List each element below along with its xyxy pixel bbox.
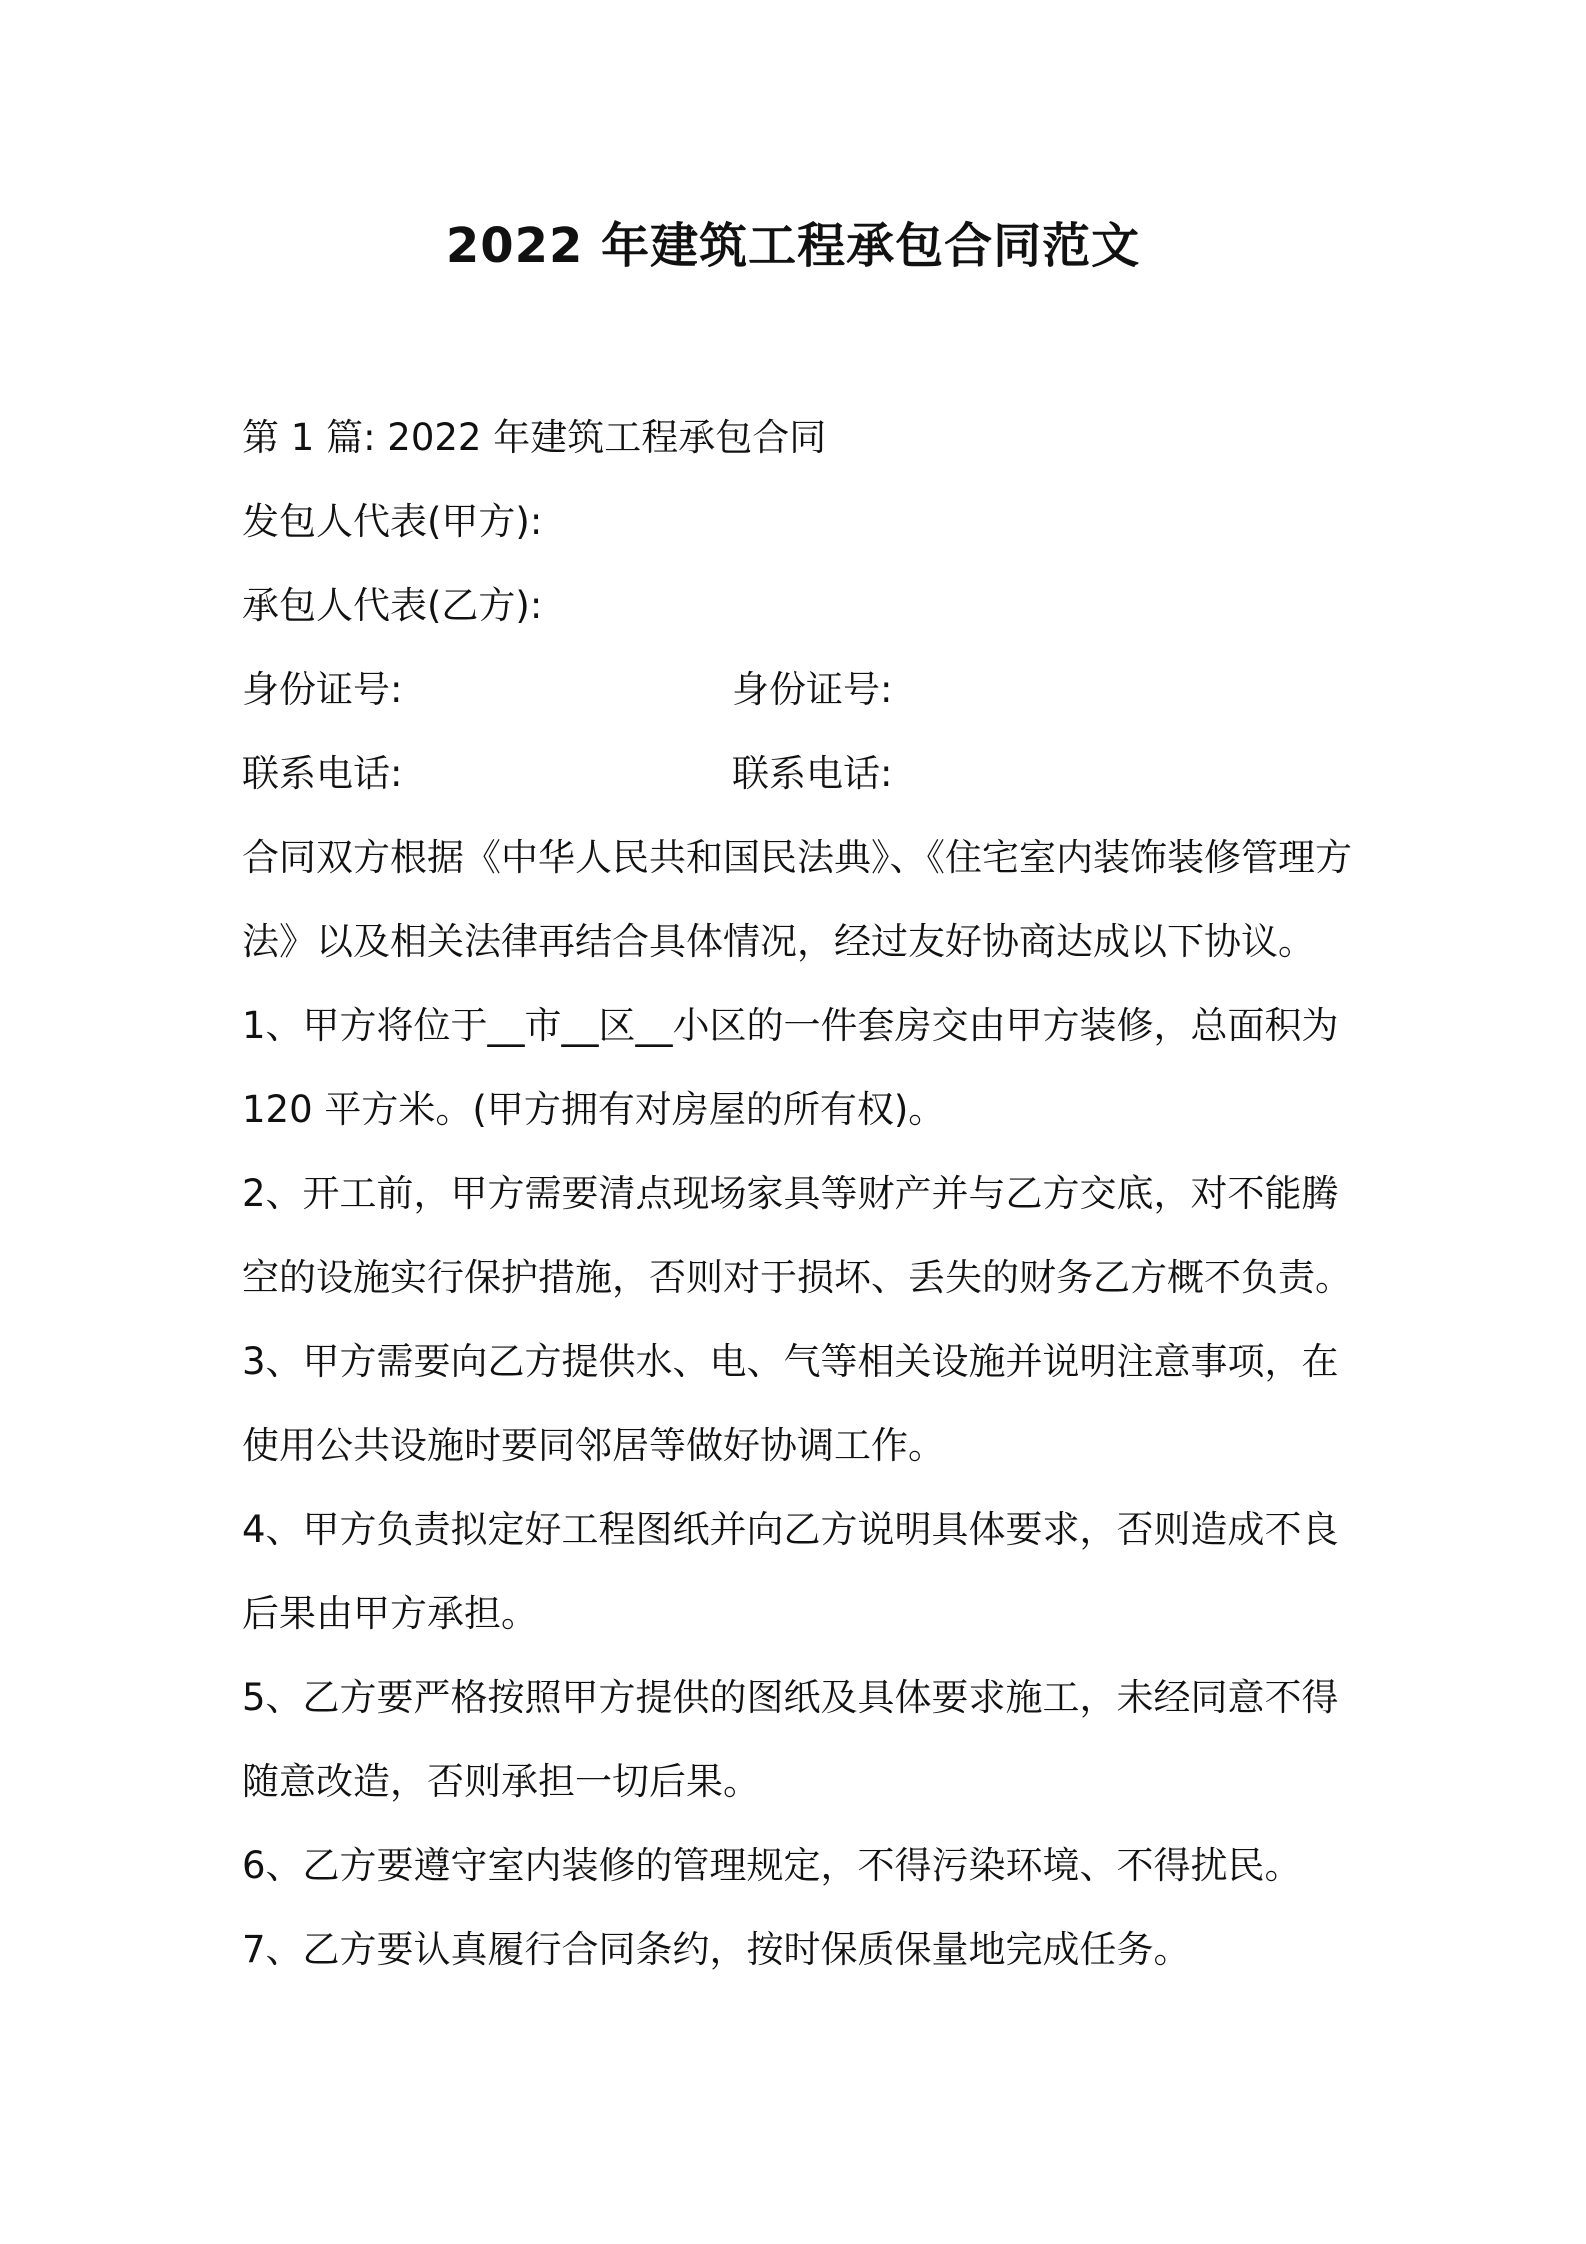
clause-1-line: 1、甲方将位于__市__区__小区的一件套房交由甲方装修，总面积为 — [242, 1004, 1339, 1047]
clause-5-line: 5、乙方要严格按照甲方提供的图纸及具体要求施工，未经同意不得 — [242, 1676, 1339, 1719]
intro-paragraph-line: 合同双方根据《中华人民共和国民法典》、《住宅室内装饰装修管理方 — [242, 836, 1352, 879]
clause-2-line: 2、开工前，甲方需要清点现场家具等财产并与乙方交底，对不能腾 — [242, 1172, 1339, 1215]
id-number-label-a: 身份证号: — [242, 668, 403, 711]
clause-5-line: 随意改造，否则承担一切后果。 — [242, 1760, 760, 1803]
id-number-label-b: 身份证号: — [732, 668, 893, 711]
phone-label-a: 联系电话: — [242, 752, 403, 795]
clause-4-line: 4、甲方负责拟定好工程图纸并向乙方说明具体要求，否则造成不良 — [242, 1508, 1339, 1551]
clause-4-line: 后果由甲方承担。 — [242, 1592, 538, 1635]
clause-6-line: 6、乙方要遵守室内装修的管理规定，不得污染环境、不得扰民。 — [242, 1844, 1302, 1887]
party-a-representative: 发包人代表(甲方): — [242, 500, 543, 543]
clause-7-line: 7、乙方要认真履行合同条约，按时保质保量地完成任务。 — [242, 1928, 1191, 1971]
section-heading: 第 1 篇: 2022 年建筑工程承包合同 — [242, 416, 827, 459]
clause-3-line: 使用公共设施时要同邻居等做好协调工作。 — [242, 1424, 945, 1467]
document-title: 2022 年建筑工程承包合同范文 — [445, 218, 1141, 274]
phone-label-b: 联系电话: — [732, 752, 893, 795]
clause-3-line: 3、甲方需要向乙方提供水、电、气等相关设施并说明注意事项，在 — [242, 1340, 1339, 1383]
clause-2-line: 空的设施实行保护措施，否则对于损坏、丢失的财务乙方概不负责。 — [242, 1256, 1352, 1299]
party-b-representative: 承包人代表(乙方): — [242, 584, 543, 627]
clause-1-line: 120 平方米。(甲方拥有对房屋的所有权)。 — [242, 1088, 946, 1131]
intro-paragraph-line: 法》以及相关法律再结合具体情况，经过友好协商达成以下协议。 — [242, 920, 1315, 963]
